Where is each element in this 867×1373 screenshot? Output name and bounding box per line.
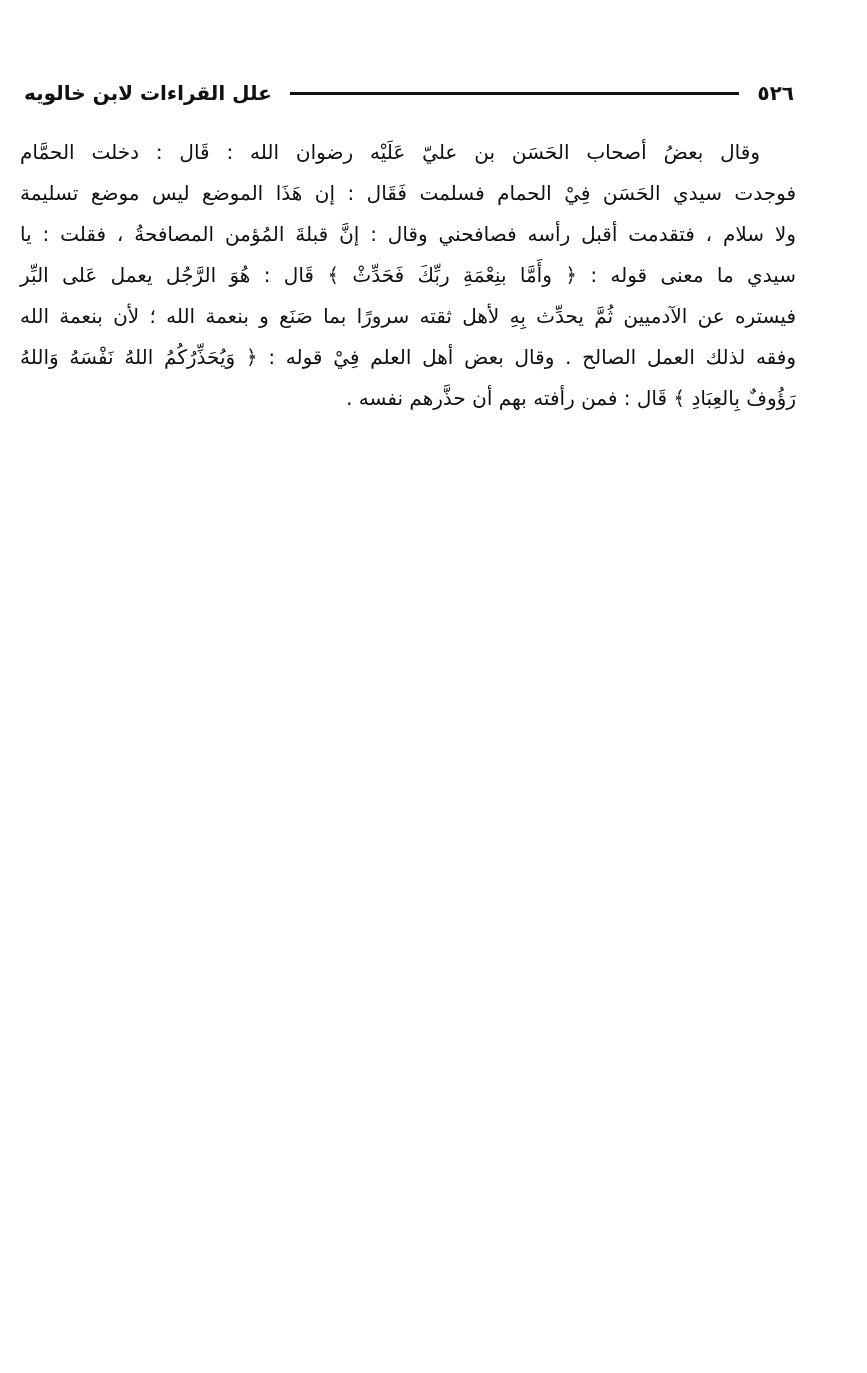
body-paragraph: [20, 132, 796, 419]
header-rule: [290, 92, 740, 95]
text-line-3: ولا سلام ، فتقدمت أقبل رأسه فصافحني وقال : إنَّ قبلةَ المُؤمن المصافحةُ ، فقلت : يا: [20, 222, 796, 246]
page-header: [24, 76, 794, 110]
text-line-1: وقال بعضُ أصحاب الحَسَن بن عليّ عَلَيْه رضوان الله : قَال : دخلت الحمَّام: [20, 140, 760, 164]
running-title: علل القراءات لابن خالويه: [24, 81, 272, 105]
text-line-6: وفقه لذلك العمل الصالح . وقال بعض أهل العلم فِيْ قوله : ﴿ وَيُحَذِّرُكُمُ اللهُ نَفْسَهُ وَاللهُ: [20, 345, 796, 369]
text-line-4: سيدي ما معنى قوله : ﴿ وأَمَّا بنِعْمَةِ ربِّكَ فَحَدِّثْ ﴾ قَال : هُوَ الرَّجُل يعمل عَلى البِّر: [20, 263, 796, 287]
page-number: ٥٢٦: [757, 81, 794, 105]
text-line-2: فوجدت سيدي الحَسَن فِيْ الحمام فسلمت فَقَال : إن هَذَا الموضع ليس موضع تسليمة: [20, 181, 796, 205]
text-line-7: رَؤُوفٌ بِالعِبَادِ ﴾ قَال : فمن رأفته بهم أن حذَّرهم نفسه .: [346, 386, 796, 410]
text-line-5: فيستره عن الآدميين ثُمَّ يحدِّث بِهِ لأهل ثقته سرورًا بما صَنَع و بنعمة الله ؛ لأن بنعمة الله: [20, 304, 796, 328]
